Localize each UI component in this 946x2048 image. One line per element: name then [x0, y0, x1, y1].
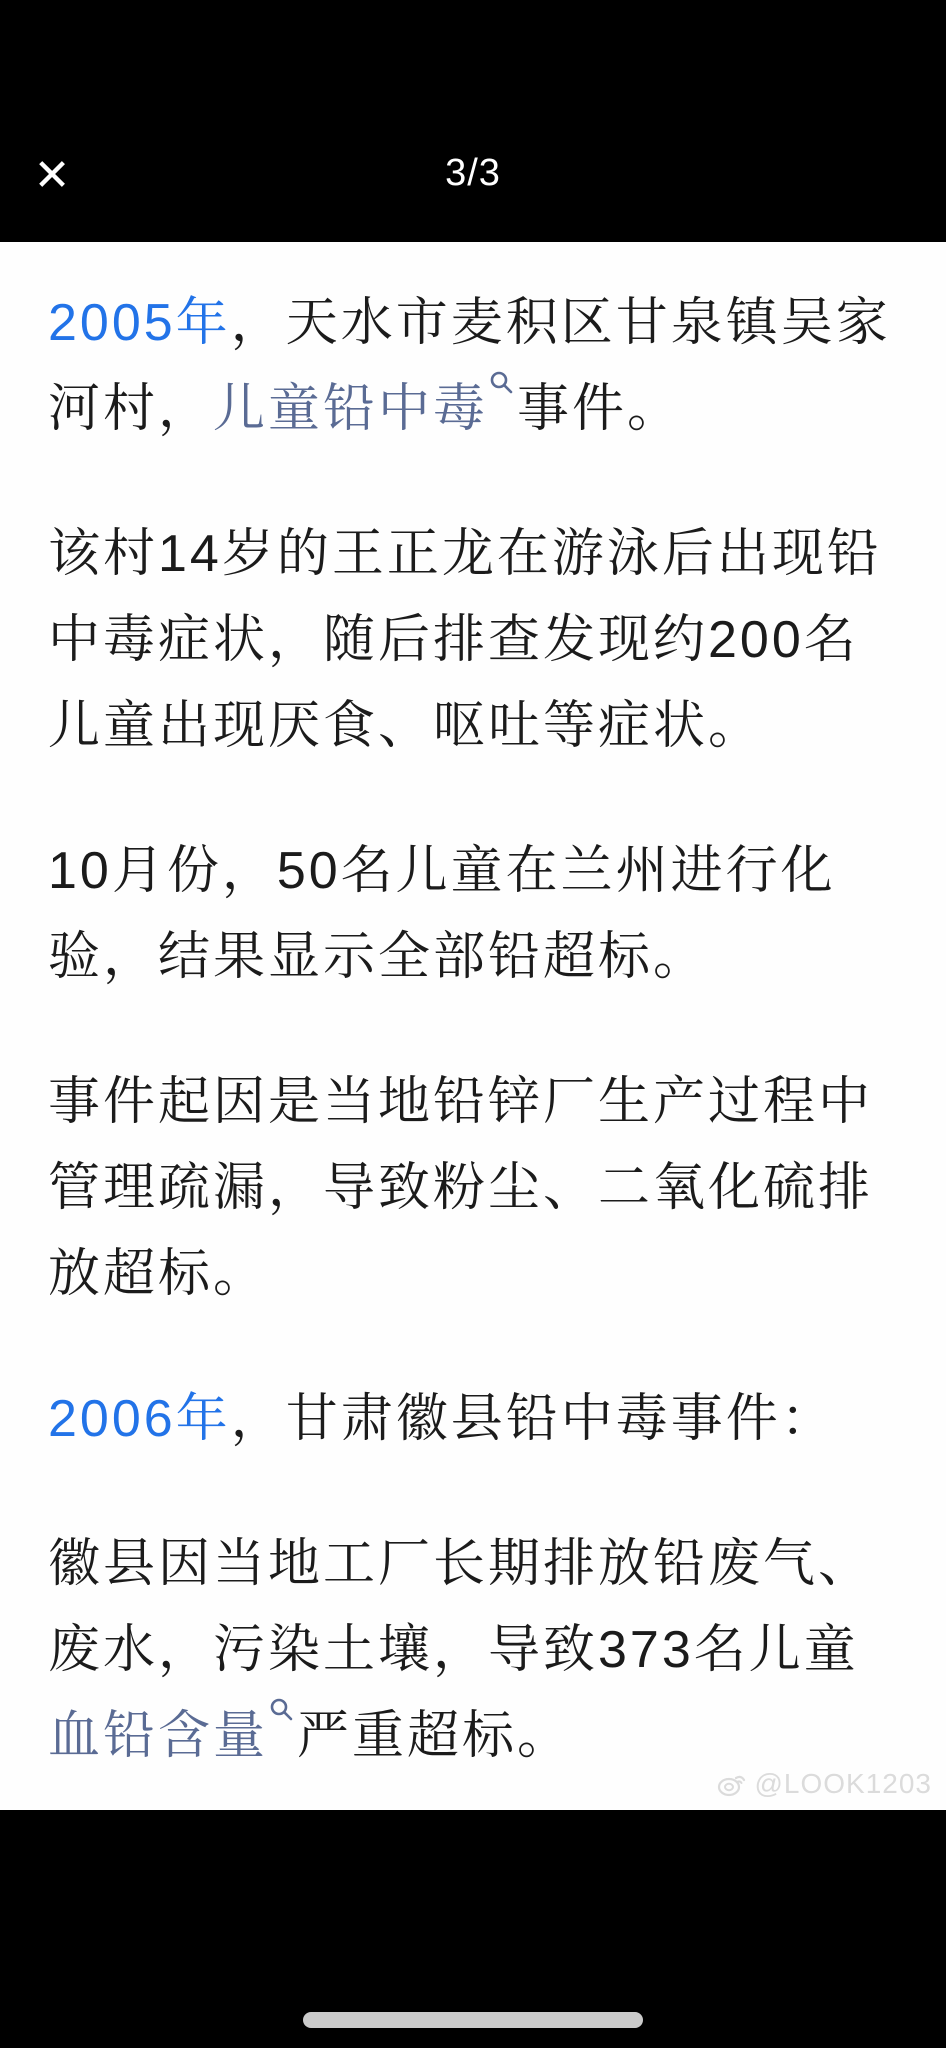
viewer-bottombar — [0, 1810, 946, 2048]
watermark — [717, 1768, 932, 1800]
paragraph-october-tests — [48, 828, 898, 1000]
paragraph-text: ，天水市麦积区甘泉镇吴家河村， — [48, 294, 891, 438]
paragraph-2005-intro — [48, 280, 898, 452]
search-icon — [489, 370, 515, 396]
year-2006-link[interactable]: 2006年 — [48, 1390, 231, 1448]
paragraph-cause — [48, 1059, 898, 1317]
paragraph-text: 严重超标。 — [297, 1707, 573, 1765]
paragraph-text: 10月份，50名儿童在兰州进行化验，结果显示全部铅超标。 — [48, 842, 836, 986]
close-button[interactable]: ✕ — [33, 151, 71, 200]
paragraph-text: 事件起因是当地铅锌厂生产过程中管理疏漏，导致粉尘、二氧化硫排放超标。 — [48, 1073, 874, 1303]
page-counter: 3/3 — [445, 152, 501, 194]
paragraph-2006-intro — [48, 1376, 898, 1462]
weibo-icon — [717, 1771, 747, 1797]
viewer-topbar — [0, 0, 946, 242]
entity-link-label: 儿童铅中毒 — [213, 380, 489, 438]
image-content[interactable] — [0, 242, 946, 1810]
paragraph-text: ，甘肃徽县铅中毒事件： — [230, 1390, 836, 1448]
paragraph-victim-detail — [48, 511, 898, 769]
home-indicator[interactable] — [303, 2012, 643, 2028]
entity-link-label: 血铅含量 — [48, 1707, 269, 1765]
entity-link-child-lead-poisoning[interactable] — [213, 380, 517, 438]
entity-link-blood-lead-level[interactable] — [48, 1707, 297, 1765]
watermark-handle: @LOOK1203 — [754, 1768, 932, 1799]
year-2005-link[interactable]: 2005年 — [48, 294, 231, 352]
paragraph-text: 该村14岁的王正龙在游泳后出现铅中毒症状，随后排查发现约200名儿童出现厌食、呕吐等症状。 — [48, 525, 882, 755]
paragraph-huixian-detail — [48, 1521, 898, 1779]
paragraph-text: 徽县因当地工厂长期排放铅废气、废水，污染土壤，导致373名儿童 — [48, 1535, 874, 1679]
search-icon — [269, 1697, 295, 1723]
paragraph-text: 事件。 — [517, 380, 683, 438]
